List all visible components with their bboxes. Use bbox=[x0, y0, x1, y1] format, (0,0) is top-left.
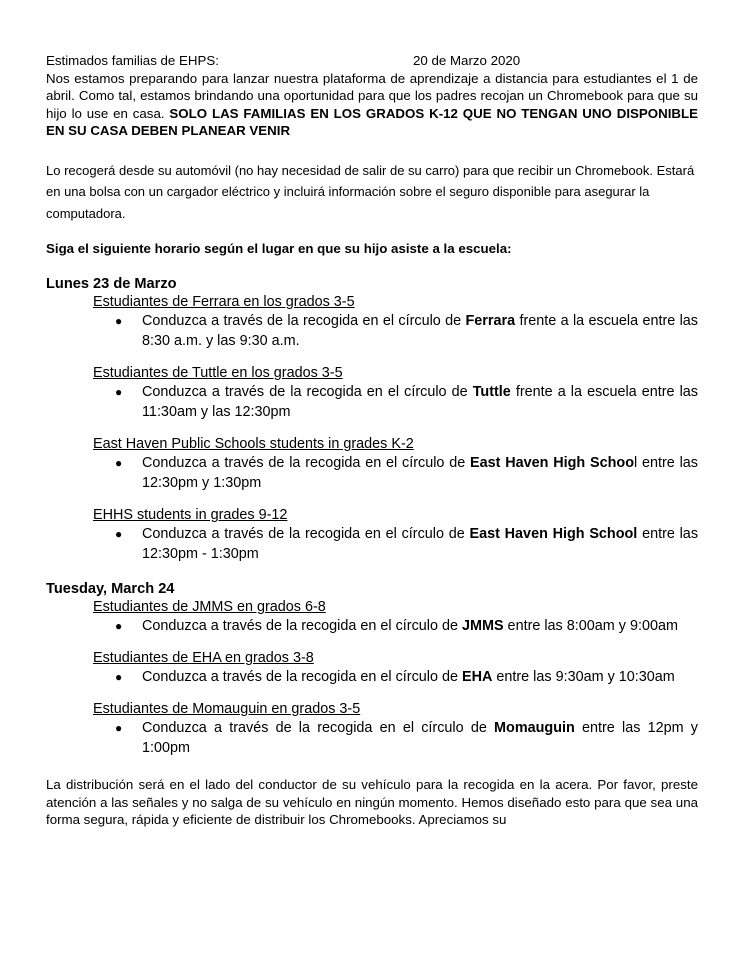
school-name: JMMS bbox=[461, 618, 504, 634]
group-label: Estudiantes de EHA en grados 3-8 bbox=[93, 650, 314, 666]
bullet-item: ● Conduzca a través de la recogida en el círculo de Ferrara frente a la escuela entre las 8:30 a.m. y las 9:30 a.m. bbox=[115, 313, 699, 349]
school-name: Tuttle bbox=[472, 384, 511, 400]
closing-paragraph: La distribución será en el lado del conductor de su vehículo para la recogida en la acera. Por favor, preste atención a las señales y no salga de su vehículo en ningún momento. Hemos diseñado esto para que sea una forma segura, rápida y eficiente de distribuir los Chromebooks. Apreciamos su bbox=[46, 777, 698, 827]
group-label: Estudiantes de Tuttle en los grados 3-5 bbox=[93, 365, 343, 381]
bullet-item: ● Conduzca a través de la recogida en el círculo de East Haven High School entre las 12:30pm y 1:30pm bbox=[115, 455, 699, 491]
group-jmms bbox=[93, 598, 698, 636]
bullet-item: ● Conduzca a través de la recogida en el círculo de Tuttle frente a la escuela entre las 11:30am y las 12:30pm bbox=[115, 384, 699, 420]
bullet-icon: ● bbox=[115, 670, 123, 684]
group-label: East Haven Public Schools students in grades K-2 bbox=[93, 436, 414, 452]
school-name: East Haven High Schoo bbox=[470, 455, 634, 471]
bullet-item: ● Conduzca a través de la recogida en el círculo de Momauguin entre las 12pm y 1:00pm bbox=[115, 720, 699, 756]
intro-bold-notice: SOLO LAS FAMILIAS EN LOS GRADOS K-12 QUE NO TENGAN UNO DISPONIBLE EN SU CASA DEBEN PLANEAR VENIR bbox=[46, 105, 698, 138]
group-eha bbox=[93, 649, 698, 687]
day-section-monday bbox=[46, 275, 698, 564]
school-name: East Haven High School bbox=[469, 526, 638, 542]
letter-header bbox=[46, 52, 698, 70]
group-ehhs bbox=[93, 506, 698, 564]
letter-date: 20 de Marzo 2020 bbox=[413, 53, 521, 68]
bullet-icon: ● bbox=[115, 385, 123, 399]
school-name: Momauguin bbox=[494, 720, 575, 736]
day-title: Lunes 23 de Marzo bbox=[46, 276, 177, 292]
greeting: Estimados familias de EHPS: bbox=[46, 53, 219, 68]
group-tuttle bbox=[93, 364, 698, 422]
bullet-icon: ● bbox=[115, 721, 123, 735]
bullet-item: ● Conduzca a través de la recogida en el círculo de JMMS entre las 8:00am y 9:00am bbox=[115, 618, 678, 634]
bullet-icon: ● bbox=[115, 456, 123, 470]
school-name: EHA bbox=[461, 669, 493, 685]
group-label: Estudiantes de Ferrara en los grados 3-5 bbox=[93, 294, 355, 310]
group-label: Estudiantes de JMMS en grados 6-8 bbox=[93, 599, 326, 615]
day-section-tuesday bbox=[46, 580, 698, 758]
group-label: EHHS students in grades 9-12 bbox=[93, 507, 288, 523]
day-title: Tuesday, March 24 bbox=[46, 581, 175, 597]
bullet-item: ● Conduzca a través de la recogida en el círculo de East Haven High School entre las 12:30pm - 1:30pm bbox=[115, 526, 699, 562]
group-ferrara bbox=[93, 293, 698, 351]
bullet-icon: ● bbox=[115, 527, 123, 541]
group-label: Estudiantes de Momauguin en grados 3-5 bbox=[93, 701, 361, 717]
bullet-item: ● Conduzca a través de la recogida en el círculo de EHA entre las 9:30am y 10:30am bbox=[115, 669, 675, 685]
intro-text: Nos estamos preparando para lanzar nuestra plataforma de aprendizaje a distancia para estudiantes el 1 de abril. Como tal, estamos brindando una oportunidad para que los padres recojan un Chromebook para que su hijo lo use en casa. bbox=[46, 70, 698, 121]
schedule-instruction: Siga el siguiente horario según el lugar en que su hijo asiste a la escuela: bbox=[46, 241, 512, 256]
pickup-info-paragraph: Lo recogerá desde su automóvil (no hay necesidad de salir de su carro) para que recibir un Chromebook. Estará en una bolsa con un cargador eléctrico y incluirá información sobre el seguro disponible para asegurar la computadora. bbox=[46, 162, 695, 221]
bullet-icon: ● bbox=[115, 314, 123, 328]
group-ehps-k2 bbox=[93, 435, 698, 493]
group-momauguin bbox=[93, 700, 698, 758]
bullet-icon: ● bbox=[115, 619, 123, 633]
school-name: Ferrara bbox=[465, 313, 516, 329]
intro-paragraph bbox=[46, 70, 698, 140]
